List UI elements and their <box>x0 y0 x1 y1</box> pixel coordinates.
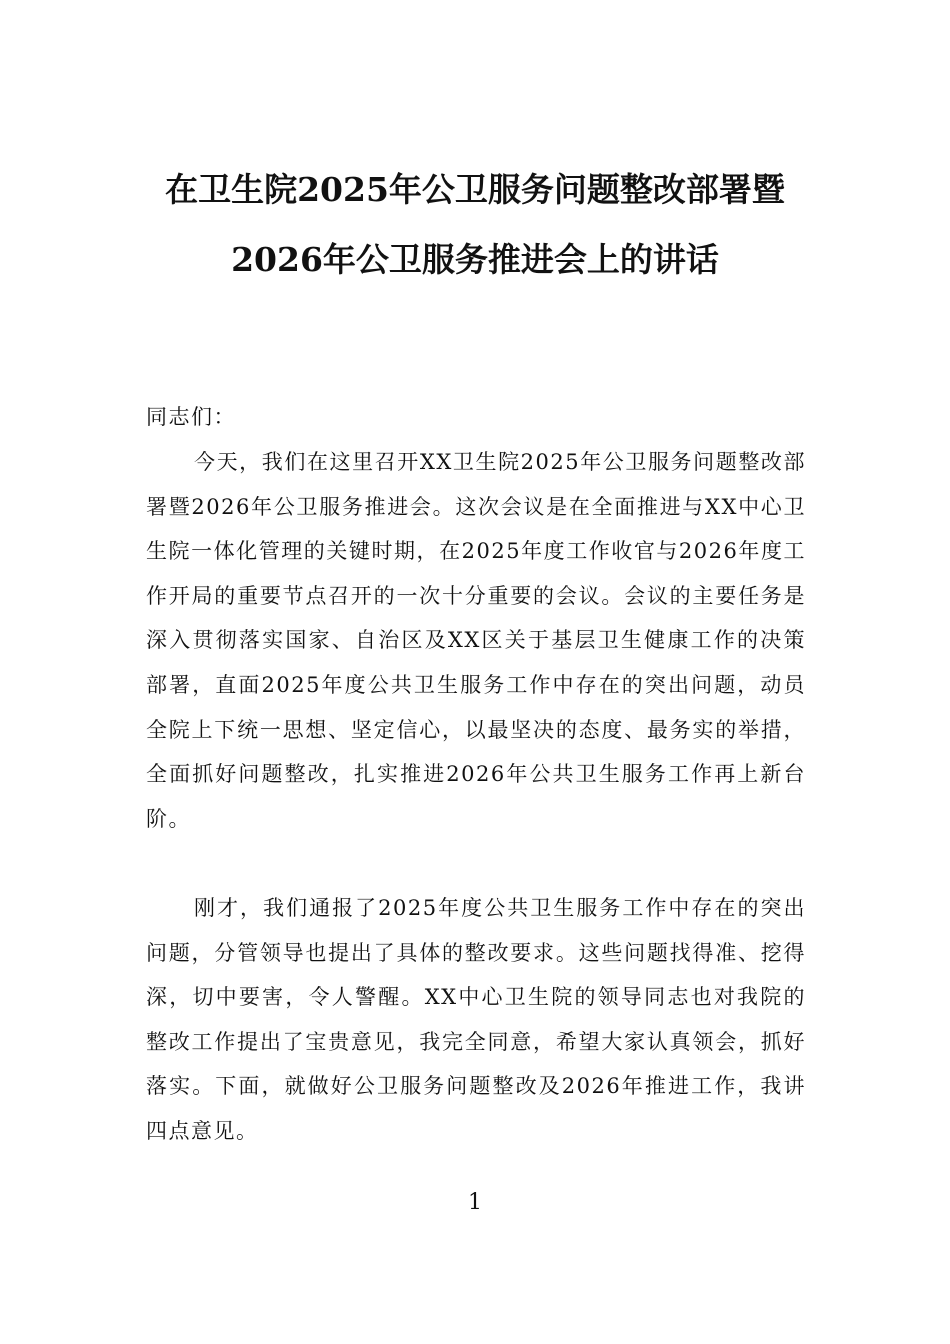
salutation: 同志们： <box>146 405 236 429</box>
document-title-line-1: 在卫生院2025年公卫服务问题整改部署暨 <box>165 170 785 209</box>
paragraph-1: 今天，我们在这里召开XX卫生院2025年公卫服务问题整改部署暨2026年公卫服务推进会。这次会议是在全面推进与XX中心卫生院一体化管理的关键时期，在2025年度工作收官与2026年度工作开局的重要节点召开的一次十分重要的会议。会议的主要任务是深入贯彻落实国家、自治区及XX区关于基层卫生健康工作的决策部署，直面2025年度公共卫生服务工作中存在的突出问题，动员全院上下统一思想、坚定信心，以最坚决的态度、最务实的举措，全面抓好问题整改，扎实推进2026年公共卫生服务工作再上新台阶。 <box>146 450 806 831</box>
page-number: 1 <box>468 1190 482 1215</box>
document-title-line-2: 2026年公卫服务推进会上的讲话 <box>231 240 719 279</box>
paragraph-2: 刚才，我们通报了2025年度公共卫生服务工作中存在的突出问题，分管领导也提出了具体的整改要求。这些问题找得准、挖得深，切中要害，令人警醒。XX中心卫生院的领导同志也对我院的整改工作提出了宝贵意见，我完全同意，希望大家认真领会，抓好落实。下面，就做好公卫服务问题整改及2026年推进工作，我讲四点意见。 <box>146 896 806 1143</box>
